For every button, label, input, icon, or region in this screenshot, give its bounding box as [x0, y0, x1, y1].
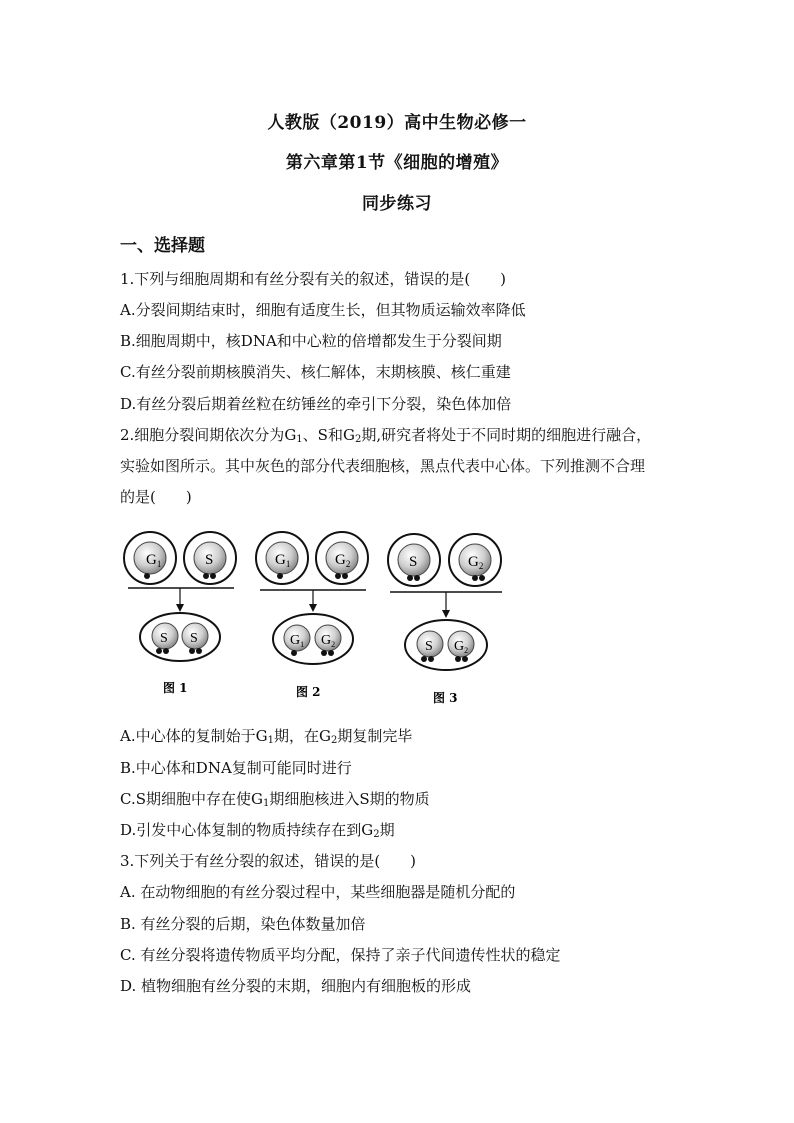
- figure-1: [124, 532, 236, 695]
- section-heading: 一、选择题: [120, 236, 205, 256]
- centrosome-dot: [156, 648, 162, 654]
- centrosome-dot: [196, 648, 202, 654]
- q2-stem-line-3: 的是( ): [120, 488, 192, 506]
- q3-option-c: C. 有丝分裂将遗传物质平均分配，保持了亲子代间遗传性状的稳定: [120, 946, 561, 964]
- q1-option-d: D.有丝分裂后期着丝粒在纺锤丝的牵引下分裂，染色体加倍: [120, 395, 512, 413]
- cell-label: S: [205, 552, 214, 568]
- cell-label: $G_1$: [146, 552, 162, 569]
- centrosome-dot: [210, 573, 216, 579]
- figure-2-label: 图 2: [296, 685, 321, 699]
- centrosome-dot: [163, 648, 169, 654]
- cell-label: $G_2$: [468, 554, 484, 571]
- q3-option-d: D. 植物细胞有丝分裂的末期，细胞内有细胞板的形成: [120, 977, 472, 995]
- centrosome-dot: [203, 573, 209, 579]
- q1-option-c: C.有丝分裂前期核膜消失、核仁解体，末期核膜、核仁重建: [120, 363, 511, 381]
- centrosome-dot: [455, 656, 461, 662]
- q1-option-b: B.细胞周期中，核DNA和中心粒的倍增都发生于分裂间期: [120, 332, 502, 350]
- figure-3: [388, 534, 502, 705]
- centrosome-dot: [335, 573, 341, 579]
- cell-label: $G_2$: [335, 552, 351, 569]
- title-line-1: 人教版（2019）高中生物必修一: [267, 113, 527, 133]
- title-line-3: 同步练习: [362, 194, 432, 214]
- q3-stem: 3.下列关于有丝分裂的叙述，错误的是( ): [120, 852, 417, 870]
- cell-label: S: [425, 639, 433, 654]
- q1-option-a: A.分裂间期结束时，细胞有适度生长，但其物质运输效率降低: [120, 301, 526, 319]
- centrosome-dot: [428, 656, 434, 662]
- cell-label: $G_2$: [321, 633, 336, 649]
- q3-option-a: A. 在动物细胞的有丝分裂过程中，某些细胞器是随机分配的: [120, 883, 516, 901]
- cell-fusion-figure: [120, 522, 520, 712]
- q2-option-c: C.S期细胞中存在使$G_1$期细胞核进入S期的物质: [120, 790, 430, 809]
- title-line-2: 第六章第1节《细胞的增殖》: [285, 153, 509, 173]
- centrosome-dot: [291, 650, 297, 656]
- arrow-head: [176, 604, 184, 612]
- centrosome-dot: [479, 575, 485, 581]
- arrow-head: [309, 604, 317, 612]
- q1-stem: 1.下列与细胞周期和有丝分裂有关的叙述，错误的是( ): [120, 270, 507, 288]
- centrosome-dot: [462, 656, 468, 662]
- centrosome-dot: [328, 650, 334, 656]
- centrosome-dot: [321, 650, 327, 656]
- arrow-head: [442, 610, 450, 618]
- cell-label: S: [160, 631, 168, 646]
- centrosome-dot: [144, 573, 150, 579]
- centrosome-dot: [421, 656, 427, 662]
- figure-2: [256, 532, 368, 699]
- centrosome-dot: [189, 648, 195, 654]
- cell-label: S: [409, 554, 418, 570]
- figure-1-label: 图 1: [163, 681, 188, 695]
- centrosome-dot: [407, 575, 413, 581]
- centrosome-dot: [342, 573, 348, 579]
- q2-stem-line-2: 实验如图所示。其中灰色的部分代表细胞核，黑点代表中心体。下列推测不合理: [120, 457, 646, 475]
- cell-label: $G_2$: [454, 639, 469, 655]
- centrosome-dot: [414, 575, 420, 581]
- centrosome-dot: [472, 575, 478, 581]
- cell-label: $G_1$: [290, 633, 305, 649]
- q2-stem-line-1: 2.细胞分裂间期依次分为$G_1$、S和$G_2$期,研究者将处于不同时期的细胞进行融合，: [120, 426, 652, 445]
- q2-option-d: D.引发中心体复制的物质持续存在到$G_2$期: [120, 821, 395, 840]
- cell-label: S: [190, 631, 198, 646]
- centrosome-dot: [277, 573, 283, 579]
- q2-option-b: B.中心体和DNA复制可能同时进行: [120, 759, 352, 777]
- figure-3-label: 图 3: [433, 691, 458, 705]
- cell-label: $G_1$: [275, 552, 291, 569]
- q2-option-a: A.中心体的复制始于$G_1$期，在$G_2$期复制完毕: [120, 727, 413, 746]
- q3-option-b: B. 有丝分裂的后期，染色体数量加倍: [120, 915, 366, 933]
